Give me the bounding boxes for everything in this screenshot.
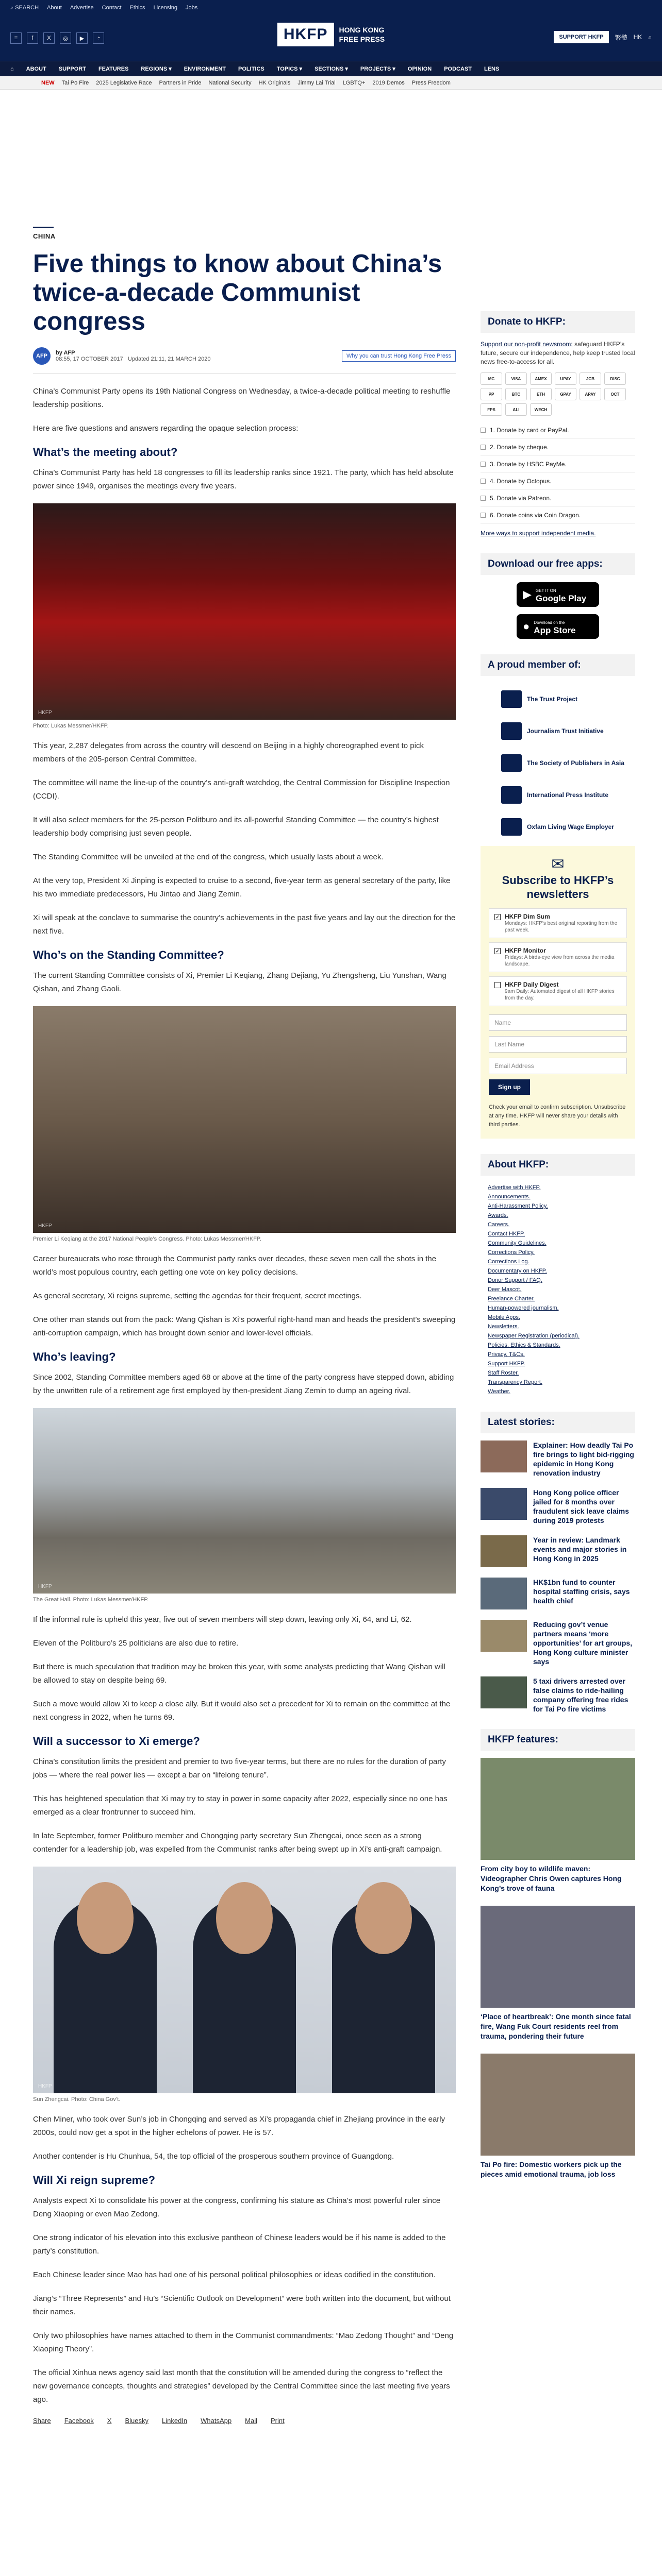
feature-image — [481, 2054, 635, 2156]
top-link[interactable]: About — [47, 5, 62, 11]
google-play-big: Google Play — [535, 594, 587, 603]
app-store-big: App Store — [534, 625, 576, 635]
top-links — [47, 5, 197, 11]
logo-line-2: FREE PRESS — [339, 35, 385, 43]
newsletter-option-desc: 9am Daily: Automated digest of all HKFP stories from the day. — [505, 989, 615, 1001]
more-ways-link[interactable]: More ways to support independent media. — [481, 530, 596, 537]
region-label[interactable]: HK — [633, 33, 642, 41]
article-paragraph: As general secretary, Xi reigns supreme, setting the agendas for their frequent, secret meetings. — [33, 1292, 362, 1300]
member-name: Oxfam Living Wage Employer — [527, 823, 614, 831]
ticker-item[interactable]: 2025 Legislative Race — [96, 79, 152, 86]
payment-card-icon: DISC — [604, 372, 626, 385]
member-list — [481, 683, 635, 843]
payment-card-icon: OCT — [604, 388, 626, 400]
apps-title: Download our free apps: — [481, 553, 635, 575]
trust-label: Why you can trust Hong Kong Free Press — [346, 353, 451, 359]
member-name: The Society of Publishers in Asia — [527, 759, 624, 767]
about-link[interactable]: Documentary on HKFP. — [488, 1268, 547, 1274]
donate-text — [481, 340, 635, 366]
story-thumbnail — [481, 1488, 527, 1520]
article-paragraph: At the very top, President Xi Jinping is expected to cruise to a second, five-year term as general secretary of the party, like his two immediate predecessors, Hu Jintao and Jiang Zemin. — [33, 876, 451, 899]
checkbox[interactable]: ✓ — [494, 914, 501, 920]
search-icon[interactable]: ⌕ — [648, 33, 652, 41]
portrait-head — [355, 1882, 412, 1954]
image-caption: Photo: Lukas Messmer/HKFP. — [33, 723, 109, 729]
donate-option[interactable] — [481, 473, 635, 490]
checkbox-icon — [481, 462, 486, 467]
article — [33, 227, 456, 2425]
donate-option-label: 5. Donate via Patreon. — [490, 495, 552, 502]
newsletter-option-desc: Mondays: HKFP’s best original reporting from the past week. — [505, 921, 618, 933]
article-paragraph: Jiang’s “Three Represents” and Hu’s “Scientific Outlook on Development” were both written into the document, but without their names. — [33, 2294, 451, 2316]
article-paragraph: China’s constitution limits the president and premier to two five-year terms, but there are no rules for the duration of party jobs — where the real power lies — except a bar on “lifelong tenure”. — [33, 1757, 446, 1780]
about-link[interactable]: Community Guidelines. — [488, 1240, 547, 1246]
donate-text-body: safeguard HKFP’s future, secure our independence, help keep trusted local news free-to-access for all. — [481, 341, 635, 365]
sidebar — [481, 311, 635, 2192]
article-paragraph: If the informal rule is upheld this year, five out of seven members will step down, leaving only Xi, 64, and Li, 62. — [33, 1615, 412, 1624]
article-image — [33, 503, 456, 720]
article-body — [33, 385, 456, 2406]
article-paragraph: One other man stands out from the pack: Wang Qishan is Xi’s powerful right-hand man and heads the president’s sweeping anti-corruption campaign, which has brought down senior and lower-level officials. — [33, 1315, 456, 1337]
about-link[interactable]: Deer Mascot. — [488, 1286, 522, 1293]
trust-button[interactable] — [342, 350, 456, 362]
donate-options — [481, 422, 635, 524]
nav-item[interactable]: OPINION — [407, 65, 432, 72]
nav-item[interactable]: TOPICS ▾ — [276, 66, 303, 72]
payment-card-icon: BTC — [505, 388, 527, 400]
about-link[interactable]: Awards. — [488, 1212, 508, 1218]
image-credit-badge: HKFP — [38, 1584, 52, 1589]
mail-icon: ✉ — [551, 856, 565, 873]
feature-title: ‘Place of heartbreak’: One month since fatal fire, Wang Fuk Court residents reel from trauma, pondering their future — [481, 2012, 631, 2040]
about-list — [481, 1183, 635, 1396]
article-paragraph: China’s Communist Party opens its 19th National Congress on Wednesday, a twice-a-decade political meeting to reshuffle leadership positions. — [33, 387, 451, 409]
search-link[interactable]: ⌕ SEARCH — [10, 4, 39, 11]
about-title: About HKFP: — [481, 1154, 635, 1176]
apple-icon: ● — [523, 620, 530, 633]
ticker-item[interactable]: 2019 Demos — [372, 79, 405, 86]
article-paragraph: Such a move would allow Xi to keep a close ally. But it would also set a precedent for Xi to remain on the committee at the next congress in 2022, when he turns 69. — [33, 1700, 451, 1722]
donate-option[interactable] — [481, 490, 635, 507]
nav-item[interactable]: POLITICS — [238, 65, 264, 72]
newsletter-option-title: HKFP Monitor — [505, 947, 546, 954]
google-play-small: GET IT ON — [535, 588, 556, 593]
checkbox-icon — [481, 445, 486, 450]
about-link[interactable]: Corrections Policy. — [488, 1249, 535, 1256]
newsletter-option[interactable] — [489, 976, 627, 1006]
section-heading: Will a successor to Xi emerge? — [33, 1735, 200, 1748]
checkbox-icon — [481, 428, 486, 433]
share-link[interactable]: WhatsApp — [201, 2417, 232, 2425]
header-right — [554, 31, 652, 43]
article-paragraph: In late September, former Politburo member and Chongqing party secretary Sun Zhengcai, once seen as a strong contender for a leadership job, was expelled from the Communist ranks after being swept up in Xi’s anti-graft campaign. — [33, 1832, 442, 1854]
payment-card-icon: VISA — [505, 372, 527, 385]
share-link[interactable]: LinkedIn — [162, 2417, 188, 2425]
newsletter-note: Check your email to confirm subscription. Unsubscribe at any time. HKFP will never share your details with third parties. — [489, 1104, 626, 1128]
email-field[interactable]: Email Address — [489, 1058, 627, 1074]
home-icon[interactable]: ⌂ — [10, 65, 14, 72]
about-link[interactable]: Support HKFP. — [488, 1361, 525, 1367]
author-name[interactable]: by AFP — [56, 350, 75, 356]
publish-date: 08:55, 17 OCTOBER 2017 — [56, 356, 123, 362]
feature-story[interactable] — [481, 1758, 635, 1893]
ticker-item[interactable]: LGBTQ+ — [342, 79, 366, 86]
article-paragraph: Analysts expect Xi to consolidate his power at the congress, confirming his stature as China’s most powerful ruler since Deng Xiaoping or even Mao Zedong. — [33, 2196, 441, 2218]
about-link[interactable]: Contact HKFP. — [488, 1231, 525, 1237]
main-nav — [0, 61, 662, 76]
member-logo-icon — [501, 786, 522, 804]
story-thumbnail — [481, 1535, 527, 1567]
author-avatar: AFP — [33, 347, 51, 365]
byline — [33, 347, 456, 365]
member-name: International Press Institute — [527, 791, 609, 799]
newsletter-option[interactable] — [489, 942, 627, 972]
nav-item[interactable]: PROJECTS ▾ — [360, 66, 395, 72]
member-logo-icon — [501, 818, 522, 836]
logo-text — [339, 25, 385, 44]
feature-title: From city boy to wildlife maven: Videographer Chris Owen captures Hong Kong’s trove of fauna — [481, 1865, 622, 1892]
nav-item[interactable]: ABOUT — [26, 65, 46, 72]
member-name: The Trust Project — [527, 696, 578, 703]
top-link[interactable]: Contact — [102, 5, 122, 11]
share-link[interactable]: Bluesky — [125, 2417, 148, 2425]
article-paragraph: Since 2002, Standing Committee members aged 68 or above at the time of the party congress have stepped down, abiding by the unwritten rule of a retirement age first employed by then-president Jiang Zemin to dump an ageing rival. — [33, 1373, 454, 1395]
nav-item[interactable]: ENVIRONMENT — [184, 65, 226, 72]
nav-item[interactable]: SECTIONS ▾ — [315, 66, 348, 72]
latest-story[interactable] — [481, 1578, 635, 1609]
story-title: Reducing gov’t venue partners means ‘more opportunities’ for art groups, Hong Kong culture minister says — [533, 1620, 633, 1666]
section-heading: Will Xi reign supreme? — [33, 2174, 155, 2187]
checkbox-icon — [481, 496, 486, 501]
donate-title: Donate to HKFP: — [481, 311, 635, 333]
youtube-icon[interactable]: ▶ — [76, 32, 88, 44]
member-logo[interactable] — [481, 811, 635, 843]
article-category[interactable]: CHINA — [33, 227, 54, 240]
member-logo[interactable] — [481, 683, 635, 715]
about-link[interactable]: Newsletters. — [488, 1324, 519, 1330]
signup-button[interactable]: Sign up — [489, 1079, 530, 1095]
ticker-item[interactable]: Jimmy Lai Trial — [297, 79, 336, 86]
features-title: HKFP features: — [481, 1729, 635, 1751]
latest-story[interactable] — [481, 1488, 635, 1525]
ticker-new-label: NEW — [41, 79, 55, 86]
image-caption: Premier Li Keqiang at the 2017 National People’s Congress. Photo: Lukas Messmer/HKFP. — [33, 1236, 261, 1242]
article-paragraph: This has heightened speculation that Xi may try to stay in power in some capacity after 2022, especially since no one has emerged as a clear frontrunner to succeed him. — [33, 1794, 448, 1817]
latest-title: Latest stories: — [481, 1412, 635, 1433]
search-label: SEARCH — [15, 4, 39, 11]
image-caption: Sun Zhengcai. Photo: China Gov’t. — [33, 2096, 121, 2103]
about-link[interactable]: Transparency Report. — [488, 1379, 542, 1385]
donate-option[interactable] — [481, 507, 635, 524]
story-thumbnail — [481, 1676, 527, 1708]
member-logo[interactable] — [481, 747, 635, 779]
member-logo[interactable] — [481, 715, 635, 747]
donate-option-label: 1. Donate by card or PayPal. — [490, 427, 569, 434]
section-heading: Who’s on the Standing Committee? — [33, 948, 224, 961]
latest-stories — [481, 1440, 635, 1714]
about-link[interactable]: Staff Roster. — [488, 1370, 519, 1376]
article-paragraph: The official Xinhua news agency said last month that the constitution will be amended during the congress to “reflect the new governance concepts, thoughts and strategies” developed by the Central Committee since the last meeting five years ago. — [33, 2368, 450, 2404]
share-link[interactable]: Facebook — [64, 2417, 94, 2425]
feature-image — [481, 1758, 635, 1860]
story-title: Explainer: How deadly Tai Po fire brings to light bid-rigging epidemic in Hong Kong renovation industry — [533, 1441, 634, 1477]
app-store-button[interactable] — [517, 614, 599, 639]
article-paragraph: It will also select members for the 25-person Politburo and its all-powerful Standing Committee — the country’s highest leadership body comprising just seven people. — [33, 816, 439, 838]
rss-icon[interactable]: ◔ — [93, 32, 104, 44]
story-thumbnail — [481, 1620, 527, 1652]
section-heading: Who’s leaving? — [33, 1350, 116, 1363]
newsletter-box — [481, 846, 635, 1139]
donate-option[interactable] — [481, 456, 635, 473]
payment-card-icon: APAY — [580, 388, 601, 400]
story-title: Year in review: Landmark events and major stories in Hong Kong in 2025 — [533, 1536, 627, 1563]
ticker-item[interactable]: Press Freedom — [411, 79, 451, 86]
share-bar — [33, 2417, 456, 2425]
article-paragraph: One strong indicator of his elevation into this exclusive pantheon of Chinese leaders would be if his name is added to the party’s constitution. — [33, 2233, 446, 2256]
ticker-item[interactable]: Tai Po Fire — [61, 79, 89, 86]
last-name-field[interactable]: Last Name — [489, 1036, 627, 1053]
donate-option-label: 2. Donate by cheque. — [490, 444, 549, 451]
member-logo-icon — [501, 690, 522, 708]
section-heading: What’s the meeting about? — [33, 446, 178, 459]
portrait-head — [77, 1882, 134, 1954]
newsletter-option[interactable] — [489, 908, 627, 938]
member-logo-icon — [501, 754, 522, 772]
article-paragraph: Only two philosophies have names attached to them in the Communist commandments: “Mao Zedong Thought” and “Deng Xiaoping Theory”. — [33, 2331, 454, 2353]
newsletter-option-text — [505, 913, 621, 934]
article-paragraph: The Standing Committee will be unveiled at the end of the congress, which usually lasts about a week. — [33, 853, 384, 861]
article-paragraph: Another contender is Hu Chunhua, 54, the top official of the prosperous southern province of Guangdong. — [33, 2152, 394, 2161]
checkbox-icon — [481, 513, 486, 518]
about-link[interactable]: Weather. — [488, 1388, 510, 1395]
donate-link[interactable]: Support our non-profit newsroom: — [481, 341, 573, 348]
latest-story[interactable] — [481, 1440, 635, 1478]
newsletter-option-desc: Fridays: A birds-eye view from across the media landscape. — [505, 955, 615, 967]
newsletter-title: Subscribe to HKFP’s newsletters — [502, 874, 614, 901]
top-bar — [0, 0, 662, 15]
image-credit-badge: HKFP — [38, 710, 52, 716]
donate-option[interactable] — [481, 422, 635, 439]
article-paragraph: Career bureaucrats who rose through the Communist party ranks over decades, these seven men call the shots in the world’s most populous country, each getting one vote on key policy decisions. — [33, 1255, 437, 1277]
top-link[interactable]: Licensing — [153, 5, 178, 11]
article-paragraph: China’s Communist Party has held 18 congresses to fill its leadership ranks since 1921. The party, which has held absolute power since 1949, organises the meetings every five years. — [33, 468, 454, 490]
member-name: Journalism Trust Initiative — [527, 727, 604, 735]
checkbox[interactable] — [494, 982, 501, 988]
article-paragraph: The current Standing Committee consists of Xi, Premier Li Keqiang, Zhang Dejiang, Yu Zhengsheng, Liu Yunshan, Wang Qishan, and Zhang Gaoli. — [33, 971, 446, 993]
article-paragraph: Each Chinese leader since Mao has had one of his personal political philosophies or ideas codified in the constitution. — [33, 2270, 436, 2279]
about-link[interactable]: Human-powered journalism. — [488, 1305, 559, 1311]
ticker-item[interactable]: HK Originals — [258, 79, 291, 86]
support-button[interactable]: SUPPORT HKFP — [554, 31, 608, 43]
feature-image — [481, 1906, 635, 2008]
story-title: Hong Kong police officer jailed for 8 months over fraudulent sick leave claims during 2019 protests — [533, 1488, 629, 1524]
member-logo[interactable] — [481, 779, 635, 811]
about-link[interactable]: Careers. — [488, 1222, 510, 1228]
payment-card-icon: JCB — [580, 372, 601, 385]
about-link[interactable]: Announcements. — [488, 1194, 531, 1200]
feature-stories — [481, 1758, 635, 2179]
latest-story[interactable] — [481, 1620, 635, 1666]
payment-card-icon: MC — [481, 372, 502, 385]
newsletter-options — [489, 908, 627, 1006]
story-thumbnail — [481, 1440, 527, 1472]
donate-option-label: 4. Donate by Octopus. — [490, 478, 552, 485]
google-play-button[interactable] — [517, 582, 599, 607]
article-paragraph: This year, 2,287 delegates from across the country will descend on Beijing in a highly choreographed event to pick members of the 205-person Central Committee. — [33, 741, 424, 764]
image-credit-badge: HKFP — [38, 2083, 52, 2089]
image-caption: The Great Hall. Photo: Lukas Messmer/HKFP. — [33, 1597, 149, 1603]
site-header — [0, 15, 662, 61]
newsletter-option-text — [505, 981, 621, 1002]
language-switch[interactable]: 繁體 — [615, 33, 627, 41]
payment-card-icon: PP — [481, 388, 502, 400]
article-image — [33, 1867, 456, 2093]
about-link[interactable]: Newspaper Registration (periodical). — [488, 1333, 580, 1339]
article-title: Five things to know about China’s twice-a-decade Communist congress — [33, 250, 442, 335]
ticker-item[interactable]: Partners in Pride — [159, 79, 202, 86]
updated-date: Updated 21:11, 21 MARCH 2020 — [127, 356, 211, 362]
payment-card-icon: WECH — [530, 403, 552, 416]
top-link[interactable]: Jobs — [186, 5, 198, 11]
first-name-field[interactable]: Name — [489, 1014, 627, 1031]
payment-card-icon: GPAY — [555, 388, 576, 400]
share-link[interactable]: Print — [270, 2417, 285, 2425]
member-title: A proud member of: — [481, 654, 635, 676]
about-link[interactable]: Donor Support / FAQ. — [488, 1277, 542, 1283]
article-paragraph: The committee will name the line-up of the country’s anti-graft watchdog, the Central Commission for Discipline Inspection (CCDI). — [33, 778, 450, 801]
top-link[interactable]: Advertise — [70, 5, 94, 11]
ticker-item[interactable]: National Security — [208, 79, 252, 86]
logo-mark: HKFP — [277, 23, 334, 46]
about-link[interactable]: Mobile Apps. — [488, 1314, 520, 1320]
nav-item[interactable]: FEATURES — [98, 65, 129, 72]
payment-card-icon: UPAY — [555, 372, 576, 385]
share-link: Share — [33, 2417, 51, 2425]
story-title: 5 taxi drivers arrested over false claims to ride-hailing company offering free rides for Tai Po fire victims — [533, 1677, 628, 1713]
article-image — [33, 1006, 456, 1233]
top-link[interactable]: Ethics — [129, 5, 145, 11]
nav-item[interactable]: SUPPORT — [58, 65, 86, 72]
about-link[interactable]: Privacy, T&Cs. — [488, 1351, 525, 1358]
play-icon: ▶ — [523, 588, 532, 601]
about-link[interactable]: Anti-Harassment Policy. — [488, 1203, 548, 1209]
newsletter-option-title: HKFP Daily Digest — [505, 981, 559, 988]
article-paragraph: Xi will speak at the conclave to summarise the country’s achievements in the past five years and lay out the direction for the next five. — [33, 913, 456, 936]
newsletter-option-text — [505, 947, 621, 968]
payment-card-icon: ETH — [530, 388, 552, 400]
menu-icon[interactable]: ≡ — [10, 32, 22, 44]
payment-cards — [481, 372, 635, 416]
nav-item[interactable]: LENS — [484, 65, 500, 72]
about-link[interactable]: Policies, Ethics & Standards. — [488, 1342, 560, 1348]
site-logo[interactable] — [277, 23, 385, 46]
share-link[interactable]: X — [107, 2417, 112, 2425]
story-title: HK$1bn fund to counter hospital staffing crisis, says health chief — [533, 1578, 630, 1605]
header-left — [10, 32, 104, 44]
instagram-icon[interactable]: ◎ — [60, 32, 71, 44]
article-image — [33, 1408, 456, 1594]
story-thumbnail — [481, 1578, 527, 1609]
article-paragraph: Here are five questions and answers regarding the opaque selection process: — [33, 424, 299, 433]
share-link[interactable]: Mail — [245, 2417, 257, 2425]
about-link[interactable]: Corrections Log. — [488, 1259, 529, 1265]
about-link[interactable]: Freelance Charter. — [488, 1296, 535, 1302]
latest-story[interactable] — [481, 1676, 635, 1714]
checkbox-icon — [481, 479, 486, 484]
facebook-icon[interactable]: f — [27, 32, 38, 44]
article-paragraph: But there is much speculation that tradition may be broken this year, with some analysts predicting that Wang Qishan will be allowed to stay on despite being 69. — [33, 1663, 445, 1685]
feature-title: Tai Po fire: Domestic workers pick up the pieces amid emotional trauma, job loss — [481, 2160, 622, 2178]
feature-story[interactable] — [481, 1906, 635, 2041]
latest-story[interactable] — [481, 1535, 635, 1567]
checkbox[interactable]: ✓ — [494, 948, 501, 954]
logo-line-1: HONG KONG — [339, 26, 385, 34]
newsletter-option-title: HKFP Dim Sum — [505, 913, 550, 920]
feature-story[interactable] — [481, 2054, 635, 2179]
donate-option-label: 6. Donate coins via Coin Dragon. — [490, 512, 581, 519]
ticker-bar — [0, 76, 662, 90]
payment-card-icon: ALI — [505, 403, 527, 416]
donate-option[interactable] — [481, 439, 635, 456]
member-logo-icon — [501, 722, 522, 740]
x-icon[interactable]: X — [43, 32, 55, 44]
article-paragraph: Chen Miner, who took over Sun’s job in Chongqing and served as Xi’s propaganda chief in Zhejiang province in the early 2000s, could now get a spot in the higher echelons of power. He is 57. — [33, 2115, 445, 2137]
payment-card-icon: AMEX — [530, 372, 552, 385]
article-paragraph: Eleven of the Politburo’s 25 politicians are also due to retire. — [33, 1639, 239, 1648]
donate-option-label: 3. Donate by HSBC PayMe. — [490, 461, 567, 468]
about-link[interactable]: Advertise with HKFP. — [488, 1184, 541, 1191]
payment-card-icon: FPS — [481, 403, 502, 416]
image-credit-badge: HKFP — [38, 1223, 52, 1229]
nav-item[interactable]: PODCAST — [444, 65, 472, 72]
portrait-head — [216, 1882, 273, 1954]
nav-item[interactable]: REGIONS ▾ — [141, 66, 172, 72]
app-store-small: Download on the — [534, 620, 565, 625]
